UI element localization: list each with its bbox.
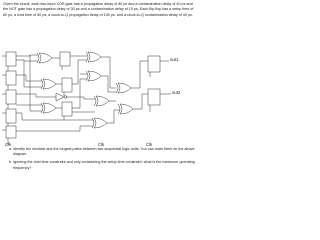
xor-gate-5 bbox=[86, 71, 101, 81]
clock-label-left: Clk bbox=[5, 142, 12, 147]
flip-flop-8 bbox=[62, 102, 72, 116]
questions-section bbox=[3, 147, 197, 171]
output-label-out1: out1 bbox=[170, 57, 179, 62]
question-a-letter: a. bbox=[9, 147, 13, 151]
problem-statement: Given the circuit, each two-input XOR gate has a propagation delay of 80 ps and a contamination delay of 40 ps and the NOT gate has a propagation delay of 30 ps and a contamination delay of 15 ps. Each flip-flop has a setup time of 60 ps, a hold time of 50 ps, a clock-to-Q propagation delay of 100 ps, and a clock-to-Q contamination delay of 40 ps. bbox=[3, 2, 194, 17]
question-b bbox=[3, 160, 197, 170]
not-gate bbox=[56, 93, 67, 101]
xor-gate-9 bbox=[118, 104, 133, 114]
question-a-text: Identify the shortest and the longest paths between two sequential logic units. You can mark them on the above diagram. bbox=[13, 147, 195, 157]
flip-flop-6 bbox=[60, 52, 70, 66]
flip-flop-3 bbox=[6, 90, 16, 104]
flip-flop-4 bbox=[6, 109, 16, 123]
question-b-letter: b. bbox=[9, 160, 13, 165]
xor-gate-6 bbox=[94, 96, 109, 106]
flip-flop-out1 bbox=[148, 56, 160, 72]
xor-gate-4 bbox=[86, 52, 101, 62]
flip-flop-7 bbox=[62, 78, 72, 92]
clock-label-middle: Clk bbox=[98, 142, 105, 147]
question-b-text: Ignoring the hold time constraint and only considering the setup time constraint, what is the maximum operating frequency? bbox=[13, 160, 195, 170]
xor-gate-1 bbox=[37, 53, 52, 63]
flip-flop-out2 bbox=[148, 89, 160, 105]
xor-gate-2 bbox=[41, 79, 56, 89]
clock-label-right: Clk bbox=[146, 142, 153, 147]
xor-gate-8 bbox=[116, 83, 131, 93]
output-label-out2: out2 bbox=[172, 90, 181, 95]
flip-flop-2 bbox=[6, 71, 16, 85]
question-a bbox=[3, 147, 197, 157]
xor-gate-3 bbox=[41, 103, 56, 113]
xor-gate-7 bbox=[92, 118, 107, 128]
flip-flop-1 bbox=[6, 52, 16, 66]
flip-flop-5 bbox=[6, 126, 16, 138]
